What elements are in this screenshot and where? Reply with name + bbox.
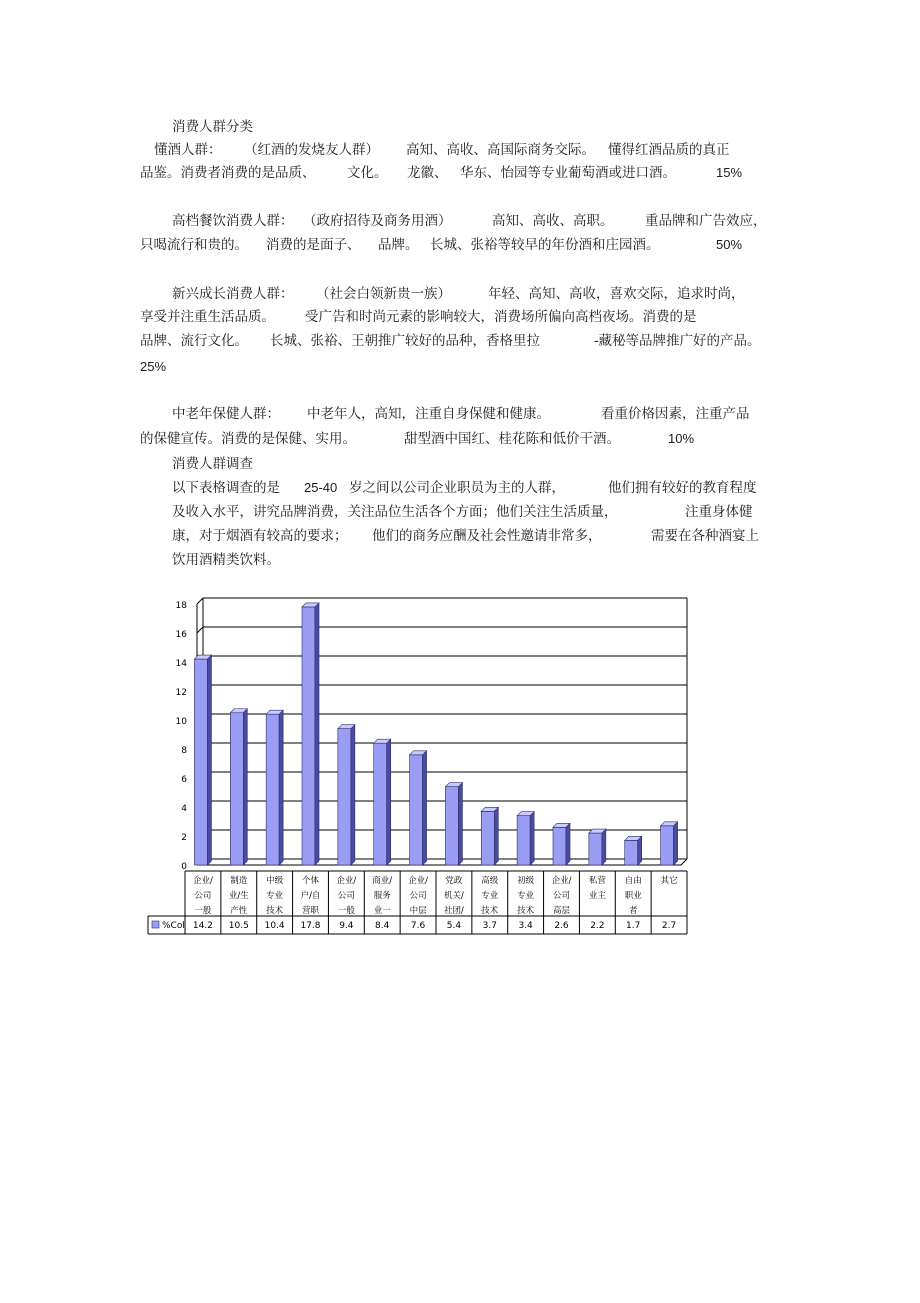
category-label: 高层 bbox=[552, 906, 571, 916]
bar-side bbox=[458, 783, 462, 865]
gridline-side bbox=[197, 627, 203, 633]
bar-side bbox=[351, 725, 355, 865]
category-label: 服务 bbox=[373, 891, 391, 901]
category-label: 专业 bbox=[266, 891, 284, 901]
bar-front bbox=[230, 713, 243, 865]
category-label: 中级 bbox=[266, 876, 284, 886]
category-label: 企业/ bbox=[336, 876, 357, 886]
category-label: 产性 bbox=[230, 906, 248, 916]
bar-side bbox=[566, 823, 570, 865]
value-label: 2.6 bbox=[554, 921, 569, 931]
legend-swatch bbox=[152, 921, 159, 928]
category-label: 社团/ bbox=[443, 906, 464, 916]
category-label: 技术 bbox=[517, 906, 535, 916]
category-label: 高级 bbox=[481, 876, 499, 886]
category-label: 公司 bbox=[194, 891, 212, 901]
value-label: 10.5 bbox=[228, 921, 249, 931]
bar-front bbox=[553, 827, 566, 865]
value-label: 3.4 bbox=[518, 921, 533, 931]
category-label: 户/自 bbox=[300, 891, 321, 901]
value-label: 8.4 bbox=[375, 921, 390, 931]
category-label: 自由 bbox=[624, 876, 642, 886]
y-tick-label: 4 bbox=[181, 804, 187, 814]
y-tick-label: 14 bbox=[175, 659, 187, 669]
category-label: 业主 bbox=[588, 891, 606, 901]
value-label: 5.4 bbox=[446, 921, 462, 931]
category-label: 技术 bbox=[266, 906, 284, 916]
bar-front bbox=[625, 840, 638, 865]
category-label: 业一 bbox=[373, 906, 391, 916]
category-label: 初级 bbox=[517, 876, 535, 886]
bar-front bbox=[374, 743, 387, 865]
bar-front bbox=[589, 833, 602, 865]
heading-consumer-classification: 消费人群分类 bbox=[172, 119, 253, 135]
bar-side bbox=[387, 739, 391, 865]
gridline-side bbox=[197, 598, 203, 604]
bar-front bbox=[194, 659, 207, 865]
value-label: 1.7 bbox=[626, 921, 641, 931]
legend-label: %Col bbox=[162, 921, 185, 931]
bar-front bbox=[266, 714, 279, 865]
category-label: 企业/ bbox=[408, 876, 429, 886]
bar-side bbox=[243, 709, 247, 865]
category-label: 机关/ bbox=[443, 891, 464, 901]
y-tick-label: 16 bbox=[175, 630, 187, 640]
bar-front bbox=[481, 811, 494, 865]
category-label: 营职 bbox=[301, 906, 320, 916]
y-tick-label: 18 bbox=[175, 601, 187, 611]
bar-side bbox=[674, 822, 678, 865]
value-label: 2.2 bbox=[590, 921, 605, 931]
y-tick-label: 8 bbox=[181, 746, 187, 756]
bar-front bbox=[302, 607, 315, 865]
bar-side bbox=[315, 603, 319, 865]
category-label: 制造 bbox=[230, 876, 248, 886]
bar-side bbox=[279, 710, 283, 865]
y-tick-label: 10 bbox=[175, 717, 187, 727]
category-label: 一般 bbox=[194, 906, 212, 916]
bar-front bbox=[445, 787, 458, 865]
category-label: 私营 bbox=[588, 876, 606, 886]
category-label: 一般 bbox=[337, 906, 355, 916]
category-label: 企业/ bbox=[551, 876, 572, 886]
category-label: 公司 bbox=[337, 891, 355, 901]
category-label: 公司 bbox=[552, 891, 571, 901]
bar-side bbox=[423, 751, 427, 865]
bar-front bbox=[661, 826, 674, 865]
category-label: 其它 bbox=[660, 876, 678, 886]
bar-front bbox=[517, 816, 530, 865]
para5-line4: 饮用酒精类饮料。 bbox=[172, 552, 280, 568]
para3-line4: 25% bbox=[140, 359, 167, 374]
category-label: 专业 bbox=[481, 891, 499, 901]
value-label: 10.4 bbox=[264, 921, 285, 931]
bar-side bbox=[602, 829, 606, 865]
value-label: 17.8 bbox=[300, 921, 321, 931]
y-tick-label: 6 bbox=[181, 775, 187, 785]
value-label: 9.4 bbox=[339, 921, 354, 931]
category-label: 业/生 bbox=[228, 891, 249, 901]
y-tick-label: 12 bbox=[175, 688, 187, 698]
category-label: 企业/ bbox=[192, 876, 213, 886]
category-label: 个体 bbox=[301, 876, 320, 886]
floor-right bbox=[681, 859, 687, 865]
bar-side bbox=[638, 836, 642, 865]
y-tick-label: 2 bbox=[181, 833, 187, 843]
category-label: 商业/ bbox=[372, 876, 393, 886]
category-label: 中层 bbox=[409, 906, 427, 916]
category-label: 者 bbox=[628, 906, 638, 916]
value-label: 7.6 bbox=[410, 921, 426, 931]
bar-front bbox=[338, 729, 351, 865]
bar-side bbox=[207, 655, 211, 865]
category-label: 党政 bbox=[445, 876, 463, 886]
heading-consumer-survey: 消费人群调查 bbox=[172, 456, 253, 472]
bar-front bbox=[410, 755, 423, 865]
category-label: 公司 bbox=[409, 891, 427, 901]
bar-side bbox=[494, 807, 498, 865]
category-label: 专业 bbox=[517, 891, 535, 901]
value-label: 3.7 bbox=[482, 921, 497, 931]
value-label: 14.2 bbox=[192, 921, 213, 931]
value-label: 2.7 bbox=[661, 921, 677, 931]
category-label: 职业 bbox=[624, 891, 642, 901]
category-label: 技术 bbox=[481, 906, 499, 916]
occupation-bar-chart bbox=[140, 588, 700, 938]
y-tick-label: 0 bbox=[181, 862, 187, 872]
bar-side bbox=[530, 812, 534, 865]
